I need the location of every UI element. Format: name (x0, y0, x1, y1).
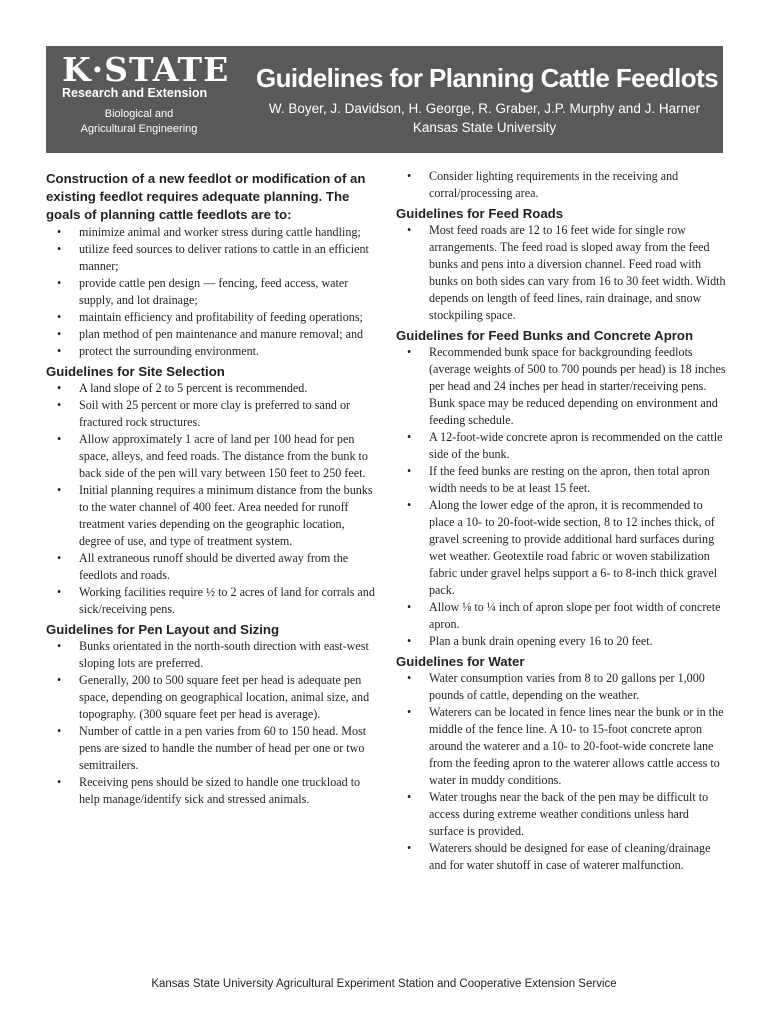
list-item: • Along the lower edge of the apron, it is recommended to place a 10- to 20-foot-wide section, 8 to 12 inches thick, of gravel screening to provide additional hard surfaces during wet weather. Geotextile road fabric or woven stabilization fabric under gravel helps support a 6- to 8-inch thick gravel pack. (396, 497, 726, 599)
department-line-2: Agricultural Engineering (80, 123, 198, 135)
feed-roads-list (396, 222, 726, 324)
list-item: • minimize animal and worker stress during cattle handling; (46, 224, 376, 241)
left-column (46, 168, 376, 808)
list-item: • A 12-foot-wide concrete apron is recommended on the cattle side of the bunk. (396, 429, 726, 463)
footer: Kansas State University Agricultural Experiment Station and Cooperative Extension Service (151, 978, 617, 990)
site-selection-heading: Guidelines for Site Selection (46, 364, 225, 379)
header-banner (46, 46, 723, 153)
list-item: • Water troughs near the back of the pen may be difficult to access during extreme weather conditions unless hard surface is provided. (396, 789, 726, 840)
right-column (396, 168, 726, 874)
water-heading: Guidelines for Water (396, 654, 525, 669)
kstate-logo (62, 52, 252, 100)
list-item: • If the feed bunks are resting on the apron, then total apron width needs to be at least 15 feet. (396, 463, 726, 497)
department-line-1: Biological and (104, 108, 174, 120)
list-item: • All extraneous runoff should be diverted away from the feedlots and roads. (46, 550, 376, 584)
list-item: • Most feed roads are 12 to 16 feet wide for single row arrangements. The feed road is sloped away from the feed bunks and pens into a diversion channel. Feed road with bunks on both sides can vary from 16 to 30 feet width. Width depends on length of feed lines, rain drainage, and snow stockpiling space. (396, 222, 726, 324)
list-item: • Receiving pens should be sized to handle one truckload to help manage/identify sick and stressed animals. (46, 774, 376, 808)
pen-layout-list-continued (396, 168, 726, 202)
logo-subtitle: Research and Extension (62, 86, 208, 100)
intro-paragraph: Construction of a new feedlot or modification of an existing feedlot requires adequate planning. The goals of planning cattle feedlots are to: (46, 171, 366, 222)
feed-bunks-list (396, 344, 726, 650)
goals-list (46, 224, 376, 360)
feed-bunks-heading: Guidelines for Feed Bunks and Concrete Apron (396, 328, 694, 343)
list-item: • Plan a bunk drain opening every 16 to 20 feet. (396, 633, 726, 650)
water-list (396, 670, 726, 874)
list-item: • Number of cattle in a pen varies from 60 to 150 head. Most pens are sized to handle the number of head per one or two semitrailers. (46, 723, 376, 774)
list-item: • maintain efficiency and profitability of feeding operations; (46, 309, 376, 326)
document-title: Guidelines for Planning Cattle Feedlots (256, 63, 718, 93)
pen-layout-heading: Guidelines for Pen Layout and Sizing (46, 622, 280, 637)
list-item: • Generally, 200 to 500 square feet per head is adequate pen space, depending on geographical location, animal size, and topography. (300 square feet per head is average). (46, 672, 376, 723)
department-name (64, 107, 214, 137)
list-item: • protect the surrounding environment. (46, 343, 376, 360)
list-item: • utilize feed sources to deliver rations to cattle in an efficient manner; (46, 241, 376, 275)
list-item: • Allow approximately 1 acre of land per 100 head for pen space, alleys, and feed roads. The distance from the bunk to back side of the pen will vary between 150 feet to 250 feet. (46, 431, 376, 482)
list-item: • Soil with 25 percent or more clay is preferred to sand or fractured rock structures. (46, 397, 376, 431)
university: Kansas State University (412, 120, 557, 135)
list-item: • provide cattle pen design — fencing, feed access, water supply, and lot drainage; (46, 275, 376, 309)
list-item: • Waterers can be located in fence lines near the bunk or in the middle of the fence line. A 10- to 15-foot concrete apron around the waterer and a 10- to 20-foot-wide concrete lane from the feeding apron to the waterer allows cattle access to water in muddy conditions. (396, 704, 726, 789)
list-item: • Bunks orientated in the north-south direction with east-west sloping lots are preferred. (46, 638, 376, 672)
feed-roads-heading: Guidelines for Feed Roads (396, 206, 564, 221)
authors: W. Boyer, J. Davidson, H. George, R. Graber, J.P. Murphy and J. Harner (268, 101, 701, 116)
logo-wordmark: K·STATE (62, 50, 230, 89)
list-item: • Working facilities require ½ to 2 acres of land for corrals and sick/receiving pens. (46, 584, 376, 618)
list-item: • Consider lighting requirements in the receiving and corral/processing area. (396, 168, 726, 202)
list-item: • Allow ⅛ to ¼ inch of apron slope per foot width of concrete apron. (396, 599, 726, 633)
pen-layout-list (46, 638, 376, 808)
list-item: • Initial planning requires a minimum distance from the bunks to the water channel of 400 feet. Area needed for runoff treatment varies depending on the geographic location, degree of use, and type of treatment system. (46, 482, 376, 550)
site-selection-list (46, 380, 376, 618)
list-item: • A land slope of 2 to 5 percent is recommended. (46, 380, 376, 397)
list-item: • Water consumption varies from 8 to 20 gallons per 1,000 pounds of cattle, depending on the weather. (396, 670, 726, 704)
list-item: • Recommended bunk space for backgrounding feedlots (average weights of 500 to 700 pounds per head) is 18 inches per head and 24 inches per head in starter/receiving pens. Bunk space may be reduced depending on environment and feeding schedule. (396, 344, 726, 429)
list-item: • plan method of pen maintenance and manure removal; and (46, 326, 376, 343)
list-item: • Waterers should be designed for ease of cleaning/drainage and for water shutoff in case of waterer malfunction. (396, 840, 726, 874)
